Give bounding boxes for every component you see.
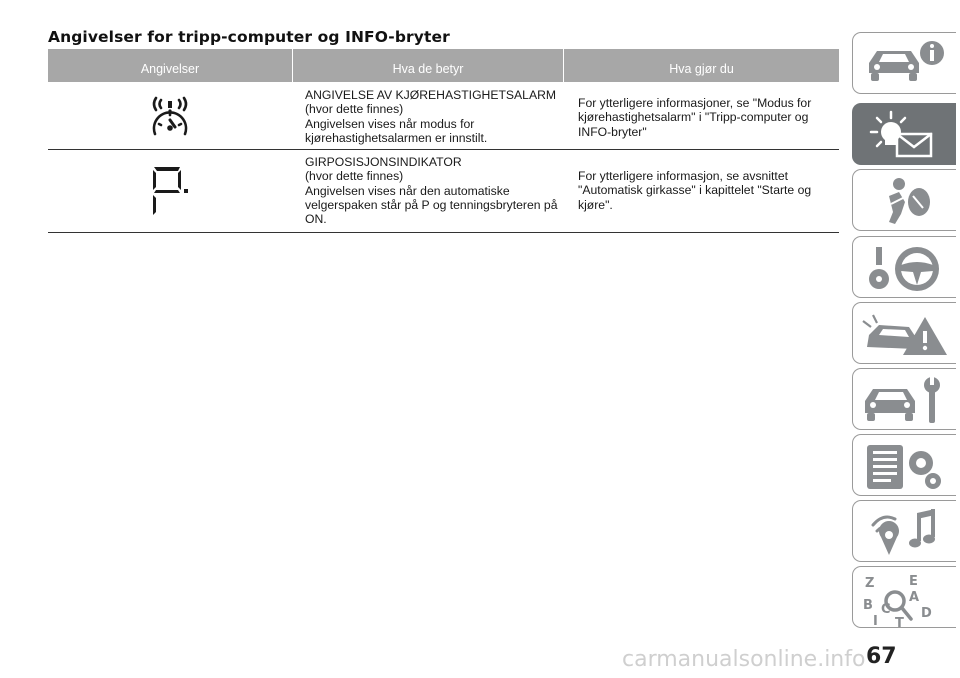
tab-safety[interactable] [852,169,956,231]
tab-index[interactable] [852,566,956,628]
column-header-meaning: Hva de betyr [293,49,564,82]
index-letter: I [873,614,878,629]
page-number: 67 [866,644,897,669]
alphabetical-index-icon [859,571,953,629]
watermark: carmanualsonline.info [622,647,866,672]
index-letter: E [909,574,918,589]
row-divider [48,149,839,150]
row2-action-line: "Automatisk girkasse" i kapittelet "Starte og [578,183,812,198]
index-letter: T [895,616,904,629]
column-header-indications: Angivelser [48,49,293,82]
index-letter: D [921,606,932,621]
tab-emergency[interactable] [852,302,956,364]
speed-alarm-icon [146,94,194,145]
tab-warning-lights[interactable] [852,103,956,165]
index-letter: C [881,602,891,617]
row1-action [578,96,833,139]
row1-meaning [305,88,567,145]
tab-multimedia[interactable] [852,500,956,562]
row1-action-line: INFO-bryter" [578,124,647,139]
index-letter: A [909,590,920,605]
row1-meaning-line: ANGIVELSE AV KJØREHASTIGHETSALARM [305,88,557,102]
tab-starting-driving[interactable] [852,236,956,298]
row2-meaning-line: velgerspaken står på P og tenningsbryteren på [305,197,558,212]
gear-position-p-icon [148,165,192,222]
row2-meaning [305,155,567,226]
technical-data-icon [859,439,953,493]
row1-meaning-line: Angivelsen vises når modus for [305,116,475,131]
multimedia-icon [859,505,953,559]
tab-maintenance[interactable] [852,368,956,430]
index-letter: B [863,598,873,613]
key-steering-wheel-icon [859,241,953,295]
car-maintenance-icon [859,373,953,427]
column-header-action: Hva gjør du [669,62,734,76]
row-divider [48,232,839,233]
car-emergency-icon [859,307,953,361]
row2-meaning-line: (hvor dette finnes) [305,169,404,184]
airbag-seatbelt-icon [859,174,953,228]
car-info-icon [859,37,953,91]
row1-action-line: kjørehastighetsalarm" i "Tripp-computer og [578,110,809,125]
tab-car-info[interactable] [852,32,956,94]
row2-meaning-line: ON. [305,212,327,227]
row2-meaning-line: GIRPOSISJONSINDIKATOR [305,155,462,169]
row2-action [578,169,833,212]
index-letter: Z [865,576,875,591]
row1-meaning-line: (hvor dette finnes) [305,102,404,117]
row1-meaning-line: kjørehastighetsalarmen er innstilt. [305,130,488,145]
row1-action-line: For ytterligere informasjoner, se "Modus for [578,96,812,110]
page-title: Angivelser for tripp-computer og INFO-bryter [48,28,450,46]
row2-action-line: For ytterligere informasjon, se avsnittet [578,169,788,183]
row2-action-line: kjøre". [578,197,613,212]
warning-light-message-icon [859,108,953,162]
tab-technical-data[interactable] [852,434,956,496]
row2-meaning-line: Angivelsen vises når den automatiske [305,183,510,198]
table-header [48,49,839,82]
